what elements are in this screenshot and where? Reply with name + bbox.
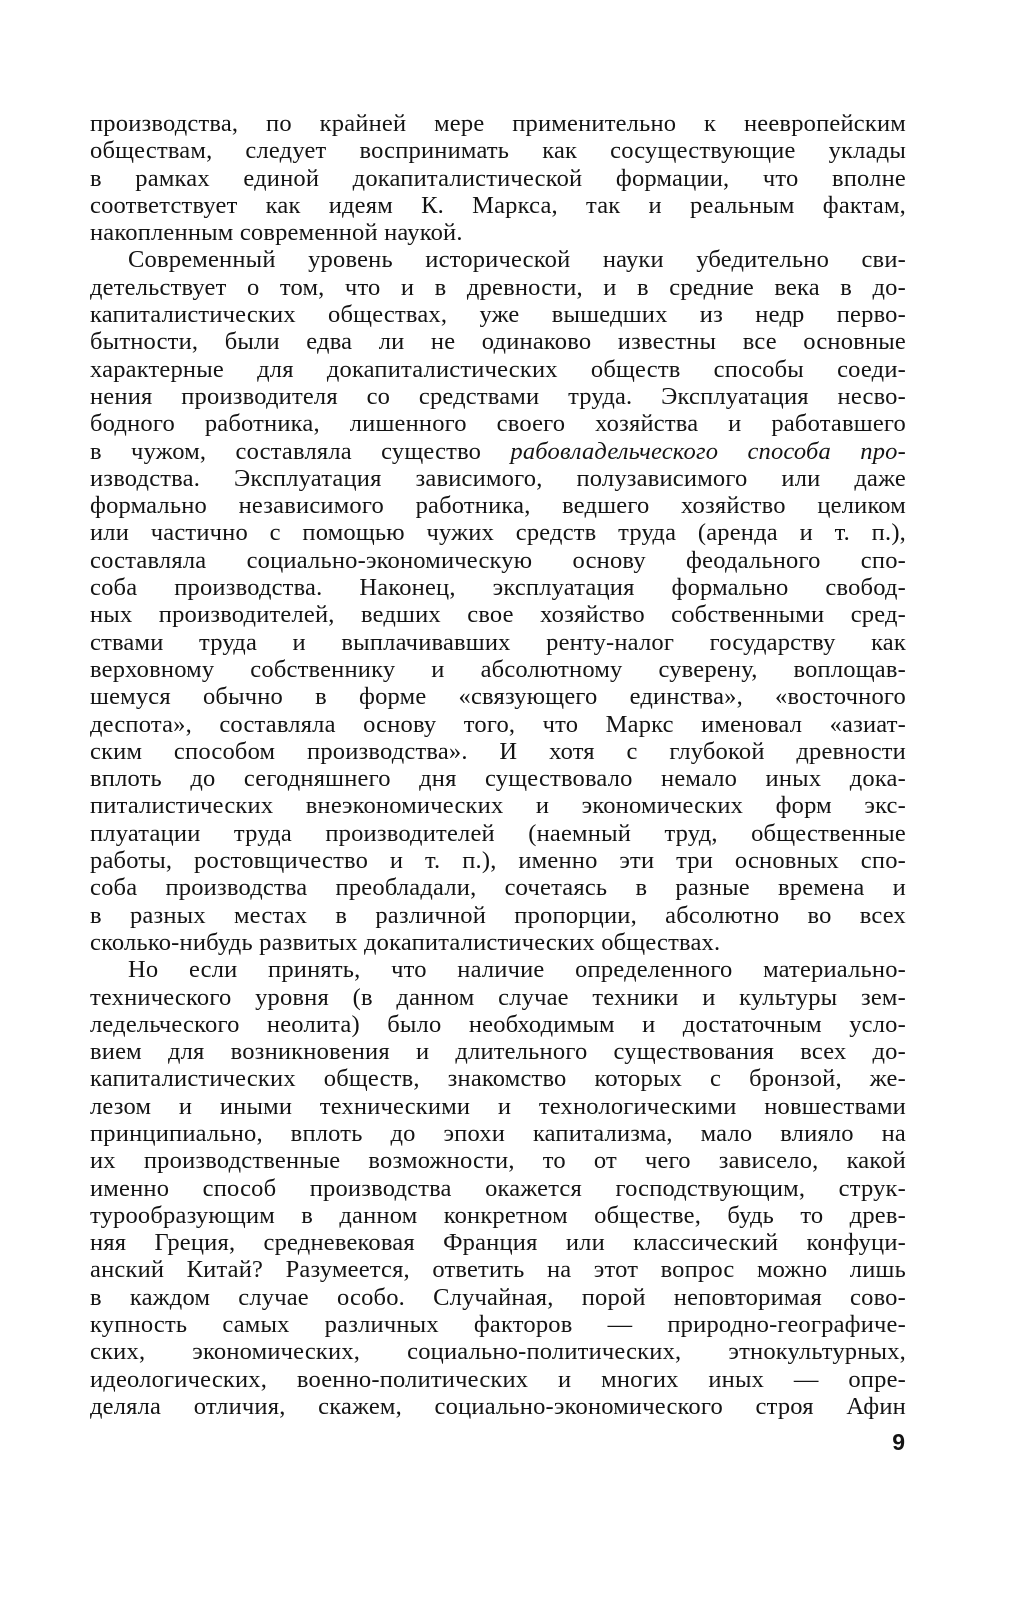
text-line: купность самых различных факторов — природно-географиче- xyxy=(90,1311,906,1339)
text-line: ледельческого неолита) было необходимым и достаточным усло- xyxy=(90,1010,906,1038)
text-line: именно способ производства окажется господствующим, струк- xyxy=(90,1174,906,1202)
text-line: характерные для докапиталистических обществ способы соеди- xyxy=(90,355,906,383)
text-line: работы, ростовщичество и т. п.), именно эти три основных спо- xyxy=(90,847,906,875)
text-line: в каждом случае особо. Случайная, порой неповторимая сово- xyxy=(90,1283,906,1311)
text-line: питалистических внеэкономических и экономических форм экс- xyxy=(90,792,906,820)
text-line: идеологических, военно-политических и многих иных — опре- xyxy=(90,1365,906,1393)
text-line: бодного работника, лишенного своего хозяйства и работавшего xyxy=(90,410,906,438)
text-line: плуатации труда производителей (наемный труд, общественные xyxy=(90,819,906,847)
text-line: вием для возникновения и длительного существования всех до- xyxy=(90,1038,906,1066)
text-line: накопленным современной наукой. xyxy=(90,219,463,247)
text-line: обществам, следует воспринимать как сосуществующие уклады xyxy=(90,137,906,165)
text-line: детельствует о том, что и в древности, и в средние века в до- xyxy=(90,273,906,301)
text-line: турообразующим в данном конкретном обществе, будь то древ- xyxy=(90,1201,906,1229)
text-line: или частично с помощью чужих средств труда (аренда и т. п.), xyxy=(90,519,906,547)
text-line: сколько-нибудь развитых докапиталистических обществах. xyxy=(90,928,721,956)
text-line: ским способом производства». И хотя с глубокой древности xyxy=(90,737,906,765)
text-line: в разных местах в различной пропорции, абсолютно во всех xyxy=(90,901,906,929)
text-line: составляла социально-экономическую основу феодального спо- xyxy=(90,546,906,574)
text-line: деспота», составляла основу того, что Маркс именовал «азиат- xyxy=(90,710,906,738)
text-line: соба производства преобладали, сочетаясь в разные времена и xyxy=(90,874,906,902)
text-line: бытности, были едва ли не одинаково известны все основные xyxy=(90,328,906,356)
page-body xyxy=(90,110,906,1420)
text-line: принципиально, вплоть до эпохи капитализма, мало влияло на xyxy=(90,1119,906,1147)
text-line: няя Греция, средневековая Франция или классический конфуци- xyxy=(90,1229,906,1257)
text-line: в рамках единой докапиталистической формации, что вполне xyxy=(90,164,906,192)
text-line: в чужом, составляла существо рабовладельческого способа про- xyxy=(90,437,906,465)
text-line: ных производителей, ведших свое хозяйство собственными сред- xyxy=(90,601,906,629)
text-line: лезом и иными техническими и технологическими новшествами xyxy=(90,1092,906,1120)
text-line: изводства. Эксплуатация зависимого, полузависимого или даже xyxy=(90,464,906,492)
page-number: 9 xyxy=(892,1429,905,1455)
text-line: формально независимого работника, ведшего хозяйство целиком xyxy=(90,492,906,520)
text-line: шемуся обычно в форме «связующего единства», «восточного xyxy=(90,683,906,711)
text-line: анский Китай? Разумеется, ответить на этот вопрос можно лишь xyxy=(90,1256,906,1284)
text-line: соба производства. Наконец, эксплуатация формально свобод- xyxy=(90,574,906,602)
text-line: ских, экономических, социально-политических, этнокультурных, xyxy=(90,1338,906,1366)
text-line: вплоть до сегодняшнего дня существовало немало иных дока- xyxy=(90,765,906,793)
text-line: деляла отличия, скажем, социально-экономического строя Афин xyxy=(90,1392,906,1420)
text-line: Но если принять, что наличие определенного материально- xyxy=(128,956,906,984)
text-line: капиталистических обществ, знакомство которых с бронзой, же- xyxy=(90,1065,906,1093)
text-line: их производственные возможности, то от чего зависело, какой xyxy=(90,1147,906,1175)
text-line: производства, по крайней мере применительно к неевропейским xyxy=(90,110,906,137)
text-line: Современный уровень исторической науки убедительно сви- xyxy=(128,246,906,274)
text-line: нения производителя со средствами труда. Эксплуатация несво- xyxy=(90,382,906,410)
text-line: ствами труда и выплачивавших ренту-налог государству как xyxy=(90,628,906,656)
text-line: технического уровня (в данном случае техники и культуры зем- xyxy=(90,983,906,1011)
text-line: соответствует как идеям К. Маркса, так и реальным фактам, xyxy=(90,191,906,219)
text-line: капиталистических обществах, уже вышедших из недр перво- xyxy=(90,301,906,329)
text-line: верховному собственнику и абсолютному суверену, воплощав- xyxy=(90,655,906,683)
